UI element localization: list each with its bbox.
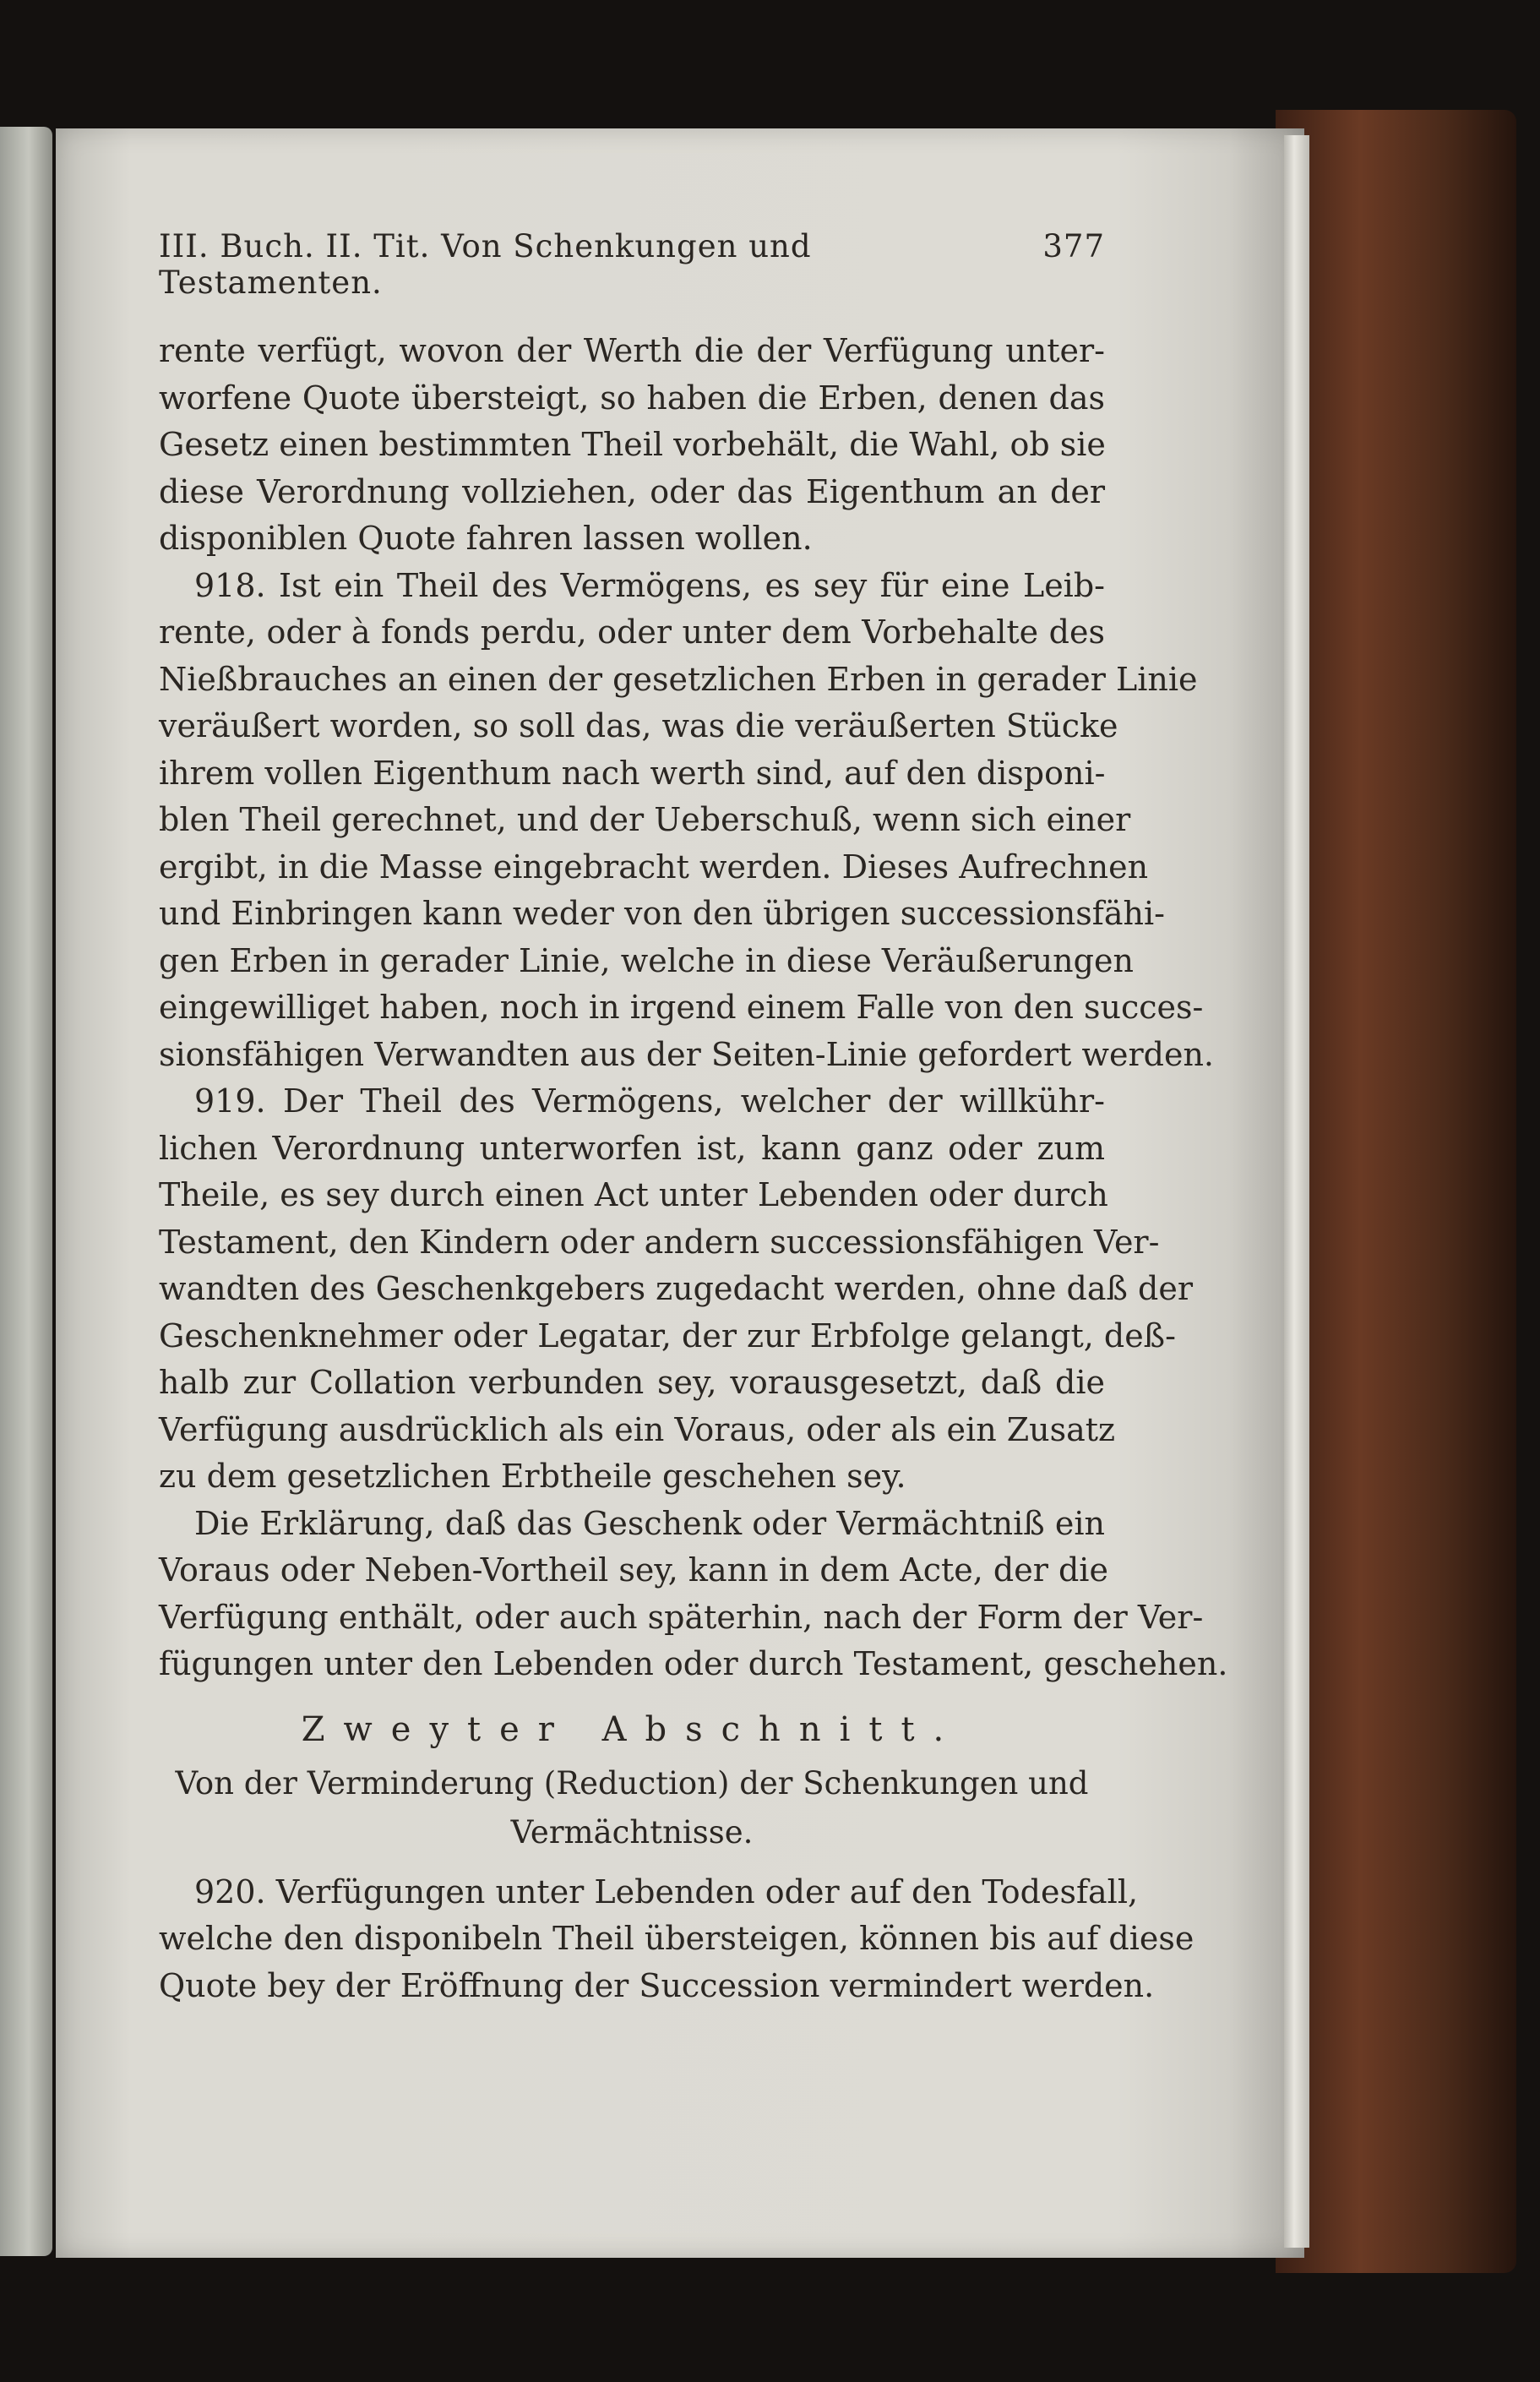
left-page-edge [0,127,52,2256]
text-line: Theile, es sey durch einen Act unter Lebenden oder durch [159,1176,1108,1213]
book-cover-edge [1276,110,1516,2273]
text-line: ihrem vollen Eigenthum nach werth sind, auf den disponi- [159,754,1106,792]
text-line: Voraus oder Neben-Vortheil sey, kann in dem Acte, der die [159,1551,1108,1589]
text-line: Gesetz einen bestimmten Theil vorbehält, die Wahl, ob sie [159,426,1106,463]
article-919-start: 919. Der Theil des Vermögens, welcher der willkühr- [194,1082,1105,1120]
text-line: und Einbringen kann weder von den übrigen successionsfähi- [159,895,1165,932]
text-line: Verfügung ausdrücklich als ein Voraus, oder als ein Zusatz [159,1410,1116,1448]
text-line: gen Erben in gerader Linie, welche in diese Veräußerungen [159,941,1134,979]
text-line: Geschenknehmer oder Legatar, der zur Erbfolge gelangt, deß- [159,1316,1176,1355]
text-line: fügungen unter den Lebenden oder durch Testament, geschehen. [159,1645,1228,1682]
text-line: ergibt, in die Masse eingebracht werden. Dieses Aufrechnen [159,848,1149,886]
text-line: wandten des Geschenkgebers zugedacht werden, ohne daß der [159,1270,1193,1307]
text-line: rente verfügt, wovon der Werth die der Verfügung unter- [159,332,1105,369]
text-line: lichen Verordnung unterworfen ist, kann ganz oder zum [159,1129,1105,1167]
article-918-start: 918. Ist ein Theil des Vermögens, es sey für eine Leib- [194,566,1105,604]
text-line: veräußert worden, so soll das, was die veräußerten Stücke [159,707,1118,744]
running-title: III. Buch. II. Tit. Von Schenkungen und Testamenten. [159,228,812,301]
text-line: welche den disponibeln Theil übersteigen, können bis auf diese [159,1920,1194,1957]
page-number: 377 [1042,228,1105,264]
text-line: disponiblen Quote fahren lassen wollen. [159,520,813,557]
article-920-start: 920. Verfügungen unter Lebenden oder auf den Todesfall, [194,1872,1139,1911]
text-line: eingewilliget haben, noch in irgend einem Falle von den succes- [159,989,1204,1026]
text-line: blen Theil gerechnet, und der Ueberschuß, wenn sich einer [159,801,1131,838]
text-line: halb zur Collation verbunden sey, vorausgesetzt, daß die [159,1364,1105,1401]
running-header [159,228,1105,301]
text-line: sionsfähigen Verwandten aus der Seiten-Linie gefordert werden. [159,1035,1215,1073]
text-line: worfene Quote übersteigt, so haben die Erben, denen das [159,379,1105,417]
paragraph-start: Die Erklärung, daß das Geschenk oder Vermächtniß ein [194,1504,1105,1542]
text-line: rente, oder à fonds perdu, oder unter dem Vorbehalte des [159,613,1105,651]
section-subtitle: Von der Verminderung (Reduction) der Schenkungen und [175,1764,1089,1801]
text-line: Testament, den Kindern oder andern successionsfähigen Ver- [159,1223,1160,1261]
text-line: zu dem gesetzlichen Erbtheile geschehen sey. [159,1458,906,1495]
text-line: Verfügung enthält, oder auch späterhin, nach der Form der Ver- [159,1598,1204,1636]
text-line: Nießbrauches an einen der gesetzlichen Erben in gerader Linie [159,660,1198,698]
text-line: Quote bey der Eröffnung der Succession vermindert werden. [159,1966,1155,2004]
page-fore-edge [1284,135,1309,2248]
text-line: diese Verordnung vollziehen, oder das Eigenthum an der [159,472,1105,510]
section-subtitle: Vermächtnisse. [510,1813,754,1851]
section-title: Zweyter Abschnitt. [301,1709,963,1749]
page-content [159,228,1228,2009]
